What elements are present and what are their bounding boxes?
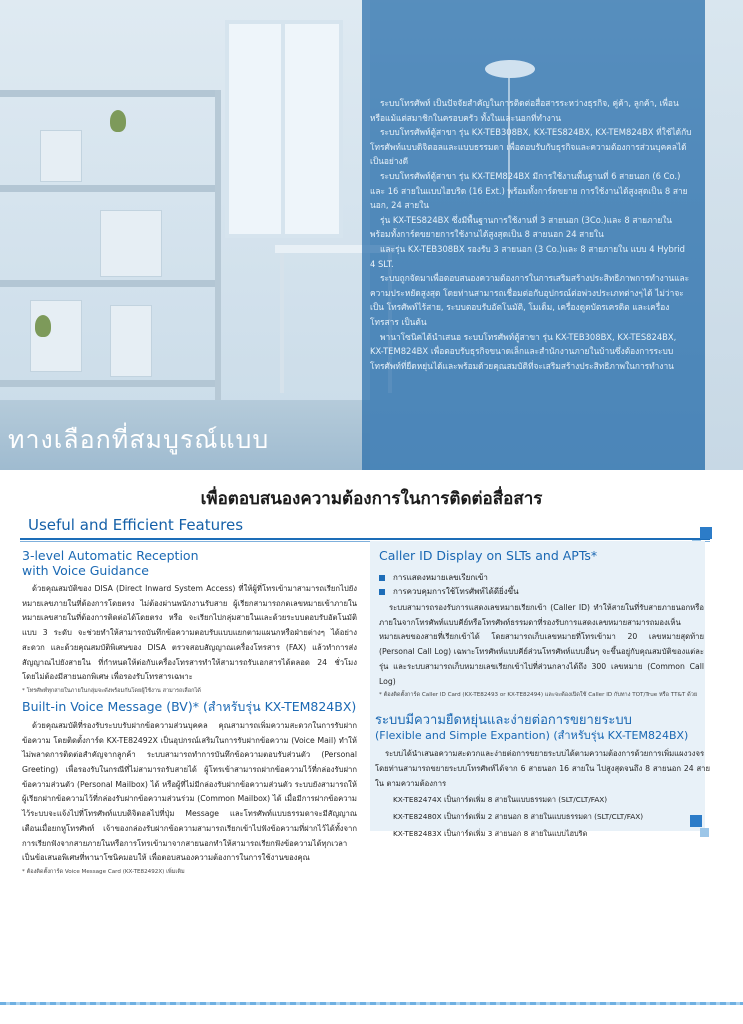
intro-paragraph: รุ่น KX-TES824BX ซึ่งมีพื้นฐานการใช้งานที่ 3 สายนอก (3Co.)และ 8 สายภายใน พร้อมทั้งการ์ดขยายการใช้งานได้สูงสุดเป็น 8 สายนอก 24 สายใน [370, 214, 673, 240]
caller-id-bullet [375, 585, 710, 599]
section-divider [20, 538, 710, 540]
bookshelf [0, 90, 221, 410]
square-marker-icon [700, 828, 709, 837]
right-strip [705, 0, 743, 470]
footer-dotted-line [0, 1002, 743, 1005]
intro-paragraph: ระบบโทรศัพท์ตู้สาขา รุ่น KX-TEM824BX มีการใช้งานพื้นฐานที่ 6 สายนอก (6 Co.) และ 16 สายในแบบไฮบริด (16 Ext.) พร้อมทั้งการ์ดขยาย การใช้งานได้สูงสุดเป็น 8 สายนอก, 24 สายใน [370, 170, 688, 211]
caller-id-bullet-text: การแสดงหมายเลขเรียกเข้า [393, 573, 488, 582]
voice-message-body: ด้วยคุณสมบัติที่รองรับระบบรับฝากข้อความส่วนบุคคล คุณสามารถเพิ่มความสะดวกในการรับฝากข้อความ โดยติดตั้งการ์ด KX-TE82492X เป็นอุปกรณ์เสริมในการรับฝากข้อความ (Voice Mail) ทำให้ไม่พลาดการติดต่อสำคัญจากลูกค้า ระบบสามารถทำการบันทึกข้อความตอบรับส่วนตัว (Personal Greeting) เพื่อรองรับในกรณีที่ไม่สามารถรับสายได้ ผู้โทรเข้าสามารถฝากข้อความไว้ที่กล่องรับฝากข้อความส่วนตัว (Personal Mailbox) ได้ หรือผู้ที่ไม่มีกล่องรับฝากข้อความส่วนตัว ระบบยังสามารถให้ผู้เรียกฝากข้อความไว้ที่กล่องรับฝากข้อความส่วนร่วม (Common Mailbox) ได้ เมื่อมีการฝากข้อความไว้ระบบจะแจ้งไปที่โทรศัพท์แบบดิจิตอลไปที่ปุ่ม Message และโทรศัพท์แบบธรรมดาจะมีสัญญาณเตือนเมื่อยกหูโทรศัพท์ เจ้าของกล่องรับฝากข้อความสามารถเรียกเข้าไปฟังข้อความที่ฝากไว้ได้ทั้งจากการเรียกฟังจากสายภายในหรือการโทรเข้ามาจากสายนอกทำให้สามารถเรียกฟังข้อความได้ทุกเวลา เป็นข้อเสนอพิเศษที่พานาโซนิคมอบให้ เพื่อตอบสนองความต้องการในการใช้งานของคุณ [22, 720, 357, 863]
flex-title: ระบบมีความยืดหยุ่นและง่ายต่อการขยายระบบ [375, 713, 632, 729]
hero-title: ทางเลือกที่สมบูรณ์แบบ [8, 425, 270, 454]
left-column [22, 548, 357, 880]
flex-subtitle: (Flexible and Simple Expantion) (สำหรับรุ่น KX-TEM824BX) [375, 729, 689, 743]
voice-message-note: * ต้องติดตั้งการ์ด Voice Message Card (KX-TE82492X) เพิ่มเติม [22, 868, 185, 875]
lamp-icon [485, 60, 535, 78]
reception-body: ด้วยคุณสมบัติของ DISA (Direct Inward System Access) ที่ให้ผู้ที่โทรเข้ามาสามารถเรียกไปยังหมายเลขภายในที่ต้องการโดยตรง ไม่ต้องผ่านพนักงานรับสาย ผู้เรียกสามารถกดเลขหมายเข้าภายในหมายเลขสายในที่ต้องการติดต่อได้โดยตรง หรือ จะเรียกไปกลุ่มสายในและด้วยระบบตอบรับอัตโนมัติแบบ 3 ระดับ จะช่วยทำให้สามารถบันทึกข้อความตอบรับแบบแยกตามแผนกหรือฝ่ายต่างๆ ได้อย่างสะดวก และด้วยคุณสมบัติพิเศษของ DISA ตรวจสอบสัญญาณเครื่องโทรสาร (FAX) แล้วทำการส่งสัญญาณไปยังสายใน ที่กำหนดให้ต่อกับเครื่องโทรสารทำให้สามารถรับเอกสารได้ตลอด 24 ชั่วโมง โดยไม่ต้องมีสายนอกพิเศษ เพื่อรองรับโทรสารเฉพาะ [22, 584, 357, 682]
intro-paragraph: และรุ่น KX-TEB308BX รองรับ 3 สายนอก (3 Co.)และ 8 สายภายใน แบบ 4 Hybrid 4 SLT. [370, 243, 685, 269]
reception-title-line2: with Voice Guidance [22, 563, 149, 578]
intro-paragraph: พานาโซนิคได้นำเสนอ ระบบโทรศัพท์ตู้สาขา รุ่น KX-TEB308BX, KX-TES824BX, KX-TEM824BX เพื่อตอบรับธุรกิจขนาดเล็กและสำนักงานภายในบ้านซึ่งต้องการระบบโทรศัพท์ที่ยืดหยุ่นได้และพร้อมด้วยคุณสมบัติที่จะเสริมสร้างประสิทธิภาพในการทำงาน [370, 331, 677, 371]
hero-banner [0, 0, 743, 470]
caller-id-bullet [375, 571, 710, 585]
expansion-card-item: KX-TE82483X เป็นการ์ดเพิ่ม 3 สายนอก 8 สายในแบบไฮบริด [393, 829, 588, 839]
intro-text [370, 96, 692, 373]
reception-title-line1: 3-level Automatic Reception [22, 548, 199, 563]
square-marker-icon [690, 815, 702, 827]
bullet-square-icon [379, 589, 385, 595]
caller-id-title: Caller ID Display on SLTs and APTs* [379, 548, 598, 563]
expansion-card-item: KX-TE82480X เป็นการ์ดเพิ่ม 2 สายนอก 8 สายในแบบธรรมดา (SLT/CLT/FAX) [393, 812, 644, 822]
room-window [225, 20, 343, 238]
flex-body: ระบบได้นำเสนอความสะดวกและง่ายต่อการขยายระบบได้ตามความต้องการด้วยการเพิ่มแผงวงจร โดยท่านสามารถขยายระบบโทรศัพท์ได้จาก 6 สายนอก 16 สายใน ไปสูงสุดจนถึง 8 สายนอก 24 สายใน ตามความต้องการ [375, 749, 710, 788]
reception-note: * โทรศัพท์ทุกสายในภายในกลุ่มจะดังพร้อมกันโดยผู้ใช้งาน สามารถเลือกได้ [22, 687, 201, 694]
desk-leg [280, 253, 284, 393]
square-marker-icon [700, 527, 712, 539]
caller-id-body: ระบบสามารถรองรับการแสดงเลขหมายเรียกเข้า (Caller ID) ทำให้สายในที่รับสายภายนอกหรือภายในจากโทรศัพท์แบบคีย์หรือโทรศัพท์ธรรมดาที่รองรับการแสดงเลขหมายสามารถมองเห็นหมายเลขของสายที่เรียกเข้าได้ โดยสามารถเก็บเลขหมายที่โทรเข้ามา 20 เลขหมายสุดท้าย (Personal Call Log) เฉพาะโทรศัพท์แบบคีย์ส่วนโทรศัพท์แบบอื่นๆ จะขึ้นอยู่กับคุณสมบัติของแต่ละรุ่น และระบบสามารถเก็บหมายเลขเรียกเข้าไปที่ส่วนกลางได้ถึง 300 เลขหมาย (Common Call Log) [379, 603, 704, 686]
expansion-card-item: KX-TE82474X เป็นการ์ดเพิ่ม 8 สายในแบบธรรมดา (SLT/CLT/FAX) [393, 795, 608, 805]
features-heading: Useful and Efficient Features [28, 516, 244, 534]
intro-paragraph: ระบบถูกจัดมาเพื่อตอบสนองความต้องการในการเสริมสร้างประสิทธิภาพการทำงานและความประหยัดสูงสุด โดยท่านสามารถเชื่อมต่อกับอุปกรณ์ต่อพ่วงประเภทต่างๆได้ ไม่ว่าจะเป็น โทรศัพท์ไร้สาย, ระบบตอบรับอัตโนมัติ, โมเด็ม, เครื่องดูดบัตรเครดิต และเครื่องโทรสาร เป็นต้น [370, 273, 690, 327]
bullet-square-icon [379, 575, 385, 581]
intro-paragraph: ระบบโทรศัพท์ตู้สาขา รุ่น KX-TEB308BX, KX-TES824BX, KX-TEM824BX ที่ใช้ได้กับโทรศัพท์แบบดิจิตอลและแบบธรรมดา เพื่อตอบรับกับธุรกิจและความต้องการส่วนบุคคลได้เป็นอย่างดี [370, 127, 692, 167]
caller-id-bullet-text: การควบคุมการใช้โทรศัพท์ได้ดียิ่งขึ้น [393, 587, 519, 596]
right-column [375, 548, 710, 842]
caller-id-note: * ต้องติดตั้งการ์ด Caller ID Card (KX-TE82493 or KX-TE82494) และจะต้องเปิดใช้ Caller ID กับทาง TOT/True หรือ TT&T ด้วย [379, 692, 698, 699]
intro-paragraph: ระบบโทรศัพท์ เป็นปัจจัยสำคัญในการติดต่อสื่อสารระหว่างธุรกิจ, คู่ค้า, ลูกค้า, เพื่อนหรือแม้แต่สมาชิกในครอบครัว ทั้งในและนอกที่ทำงาน [370, 98, 679, 123]
page-subtitle: เพื่อตอบสนองความต้องการในการติดต่อสื่อสาร [200, 489, 543, 509]
voice-message-title: Built-in Voice Message (BV)* (สำหรับรุ่น KX-TEM824BX) [22, 698, 357, 714]
